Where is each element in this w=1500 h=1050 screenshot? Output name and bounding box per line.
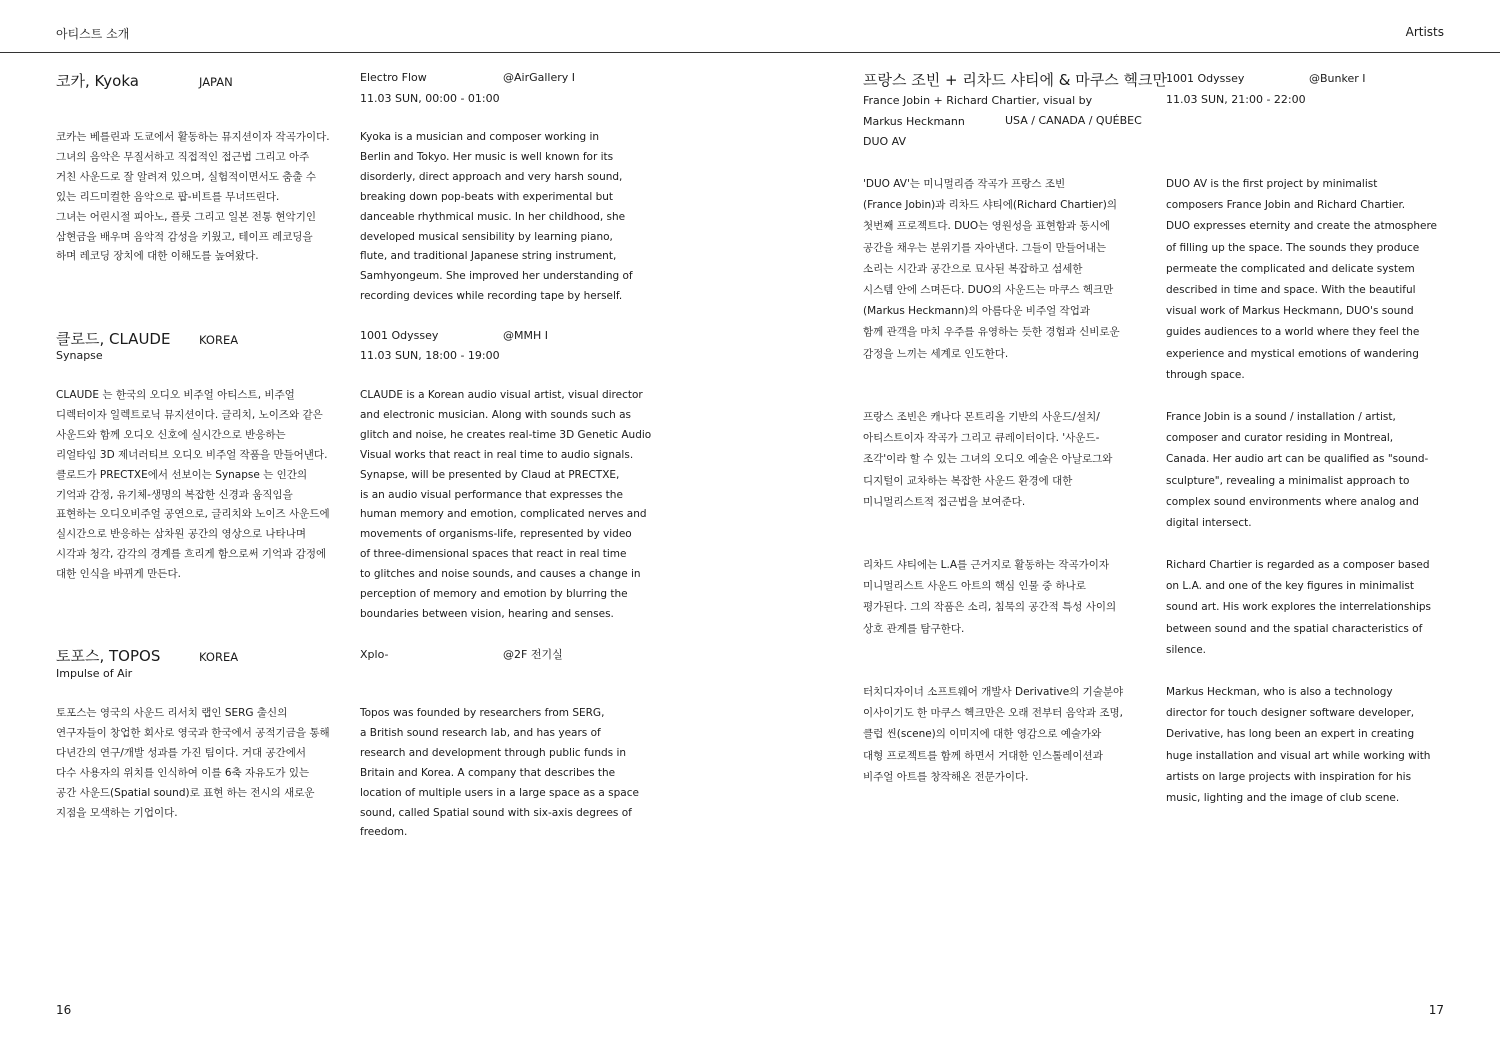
artist-subtitle: France Jobin + Richard Chartier, visual by Markus Heckmann xyxy=(863,94,1093,128)
artist-description-en: DUO AV is the first project by minimalist composers France Jobin and Richard Chartier. DUO expresses eternity and create the atmosphere of filling up the space. The sounds they produce permeate the complicated and delicate system described in time and space. With the beautiful visual work of Markus Heckmann, DUO's sound guides audiences to a world where they feel the experience and mystical emotions of wandering through space. xyxy=(1166,178,1438,381)
artist-description-en: Markus Heckman, who is also a technology director for touch designer software developer, Derivative, has long been an expert in creating huge installation and visual art while working with artists on large projects with inspiration for his music, lighting and the image of club scene. xyxy=(1166,686,1431,805)
artist-country: KOREA xyxy=(199,333,239,347)
header-divider xyxy=(0,52,1500,53)
artist-country: KOREA xyxy=(199,650,239,664)
program-name: 1001 Odyssey xyxy=(1166,72,1245,85)
artist-country: JAPAN xyxy=(199,75,233,89)
artist-description-ko: 프랑스 조빈은 캐나다 몬트리올 기반의 사운드/설치/ 아티스트이자 작곡가 그리고 큐레이터이다. '사운드- 조각'이라 할 수 있는 그녀의 오디오 예술은 아날로그와 디지털이 교차하는 복잡한 사운드 환경에 대한 미니멀리스트적 접근법을 보여준다. xyxy=(863,411,1113,508)
artist-description-ko: 'DUO AV'는 미니멀리즘 작곡가 프랑스 조빈 (France Jobin)과 리차드 샤티에(Richard Chartier)의 첫번째 프로젝트다. DUO는 영원성을 표현함과 동시에 공간을 채우는 분위기를 자아낸다. 그들이 만들어내는 소리는 시간과 공간으로 묘사된 복잡하고 섬세한 시스템 안에 스며든다. DUO의 사운드는 마쿠스 헥크만 (Markus Heckmann)의 아름다운 비주얼 작업과 함께 관객을 마치 우주를 유영하는 듯한 경험과 신비로운 감정을 느끼는 세계로 인도한다. xyxy=(863,178,1120,360)
work-title: DUO AV xyxy=(863,135,907,148)
work-title: Synapse xyxy=(56,349,103,362)
artist-description-ko: 토포스는 영국의 사운드 리서치 랩인 SERG 출신의 연구자들이 창업한 회사로 영국과 한국에서 공적기금을 통해 다년간의 연구/개발 성과를 가진 팀이다. 거대 공간에서 다수 사용자의 위치를 인식하여 이를 6축 자유도가 있는 공간 사운드(Spatial sound)로 표현 하는 전시의 새로운 지점을 모색하는 기업이다. xyxy=(56,707,330,819)
venue: @2F 전기실 xyxy=(503,648,563,661)
artist-description-ko: 리차드 샤티에는 L.A를 근거지로 활동하는 작곡가이자 미니멀리스트 사운드 아트의 핵심 인물 중 하나로 평가된다. 그의 작품은 소리, 침묵의 공간적 특성 사이의 상호 관계를 탐구한다. xyxy=(863,559,1117,635)
artist-name: 토포스, TOPOS xyxy=(56,647,161,665)
venue: @Bunker I xyxy=(1309,72,1366,85)
artist-country: USA / CANADA / QUÉBEC xyxy=(1005,114,1142,127)
program-name: Electro Flow xyxy=(360,71,427,84)
artist-name: 클로드, CLAUDE xyxy=(56,330,171,348)
section-title-ko: 아티스트 소개 xyxy=(56,27,130,41)
artist-name: 코카, Kyoka xyxy=(56,72,139,90)
program-name: Xplo- xyxy=(360,648,389,661)
artist-description-en: Richard Chartier is regarded as a composer based on L.A. and one of the key figures in minimalist sound art. His work explores the interrelationships between sound and the spatial characteristics of silence. xyxy=(1166,559,1432,656)
performance-time: 11.03 SUN, 00:00 - 01:00 xyxy=(360,92,500,105)
artist-name: 프랑스 조빈 + 리차드 샤티에 & 마쿠스 헥크만 xyxy=(863,71,1167,89)
artist-description-en: Kyoka is a musician and composer working in Berlin and Tokyo. Her music is well known for its disorderly, direct approach and very harsh sound, breaking down pop-beats with experimental but danceable rhythmical music. In her childhood, she developed musical sensibility by learning piano, flute, and traditional Japanese string instrument, Samhyongeum. She improved her understanding of recording devices while recording tape by herself. xyxy=(360,131,633,303)
section-title-en: Artists xyxy=(1405,25,1444,39)
artist-description-ko: 코카는 베를린과 도쿄에서 활동하는 뮤지션이자 작곡가이다. 그녀의 음악은 무질서하고 직접적인 접근법 그리고 아주 거친 사운드로 잘 알려져 있으며, 실험적이면서도 춤출 수 있는 리드미컬한 음악으로 팝-비트를 무너뜨린다. 그녀는 어린시절 피아노, 플룻 그리고 일본 전통 현악기인 삼현금을 배우며 음악적 감성을 키웠고, 테이프 레코딩을 하며 레코딩 장치에 대한 이해도를 높여왔다. xyxy=(56,131,330,263)
venue: @AirGallery I xyxy=(503,71,576,84)
performance-time: 11.03 SUN, 21:00 - 22:00 xyxy=(1166,93,1306,106)
artist-description-ko: CLAUDE 는 한국의 오디오 비주얼 아티스트, 비주얼 디렉터이자 일렉트로닉 뮤지션이다. 글리치, 노이즈와 같은 사운드와 함께 오디오 신호에 실시간으로 반응하는 리얼타임 3D 제너러티브 오디오 비주얼 작품을 만들어낸다. 클로드가 PRECTXE에서 선보이는 Synapse 는 인간의 기억과 감정, 유기체-생명의 복잡한 신경과 움직임을 표현하는 오디오비주얼 공연으로, 글리치와 노이즈 사운드에 실시간으로 반응하는 삼차원 공간의 영상으로 나타나며 시각과 청각, 감각의 경계를 흐리게 함으로써 기억과 감정에 대한 인식을 바뀌게 만든다. xyxy=(56,389,330,581)
page-number-right: 17 xyxy=(1428,1003,1444,1017)
artist-description-en: Topos was founded by researchers from SERG, a British sound research lab, and has years of research and development through public funds in Britain and Korea. A company that describes the location of multiple users in a large space as a space sound, called Spatial sound with six-axis degrees of freedom. xyxy=(360,707,639,839)
work-title: Impulse of Air xyxy=(56,667,133,680)
venue: @MMH I xyxy=(503,329,548,342)
page-number-left: 16 xyxy=(56,1003,72,1017)
artist-description-en: CLAUDE is a Korean audio visual artist, visual director and electronic musician. Along with sounds such as glitch and noise, he creates real-time 3D Genetic Audio Visual works that react in real time to audio signals. Synapse, will be presented by Claud at PRECTXE, is an audio visual performance that expresses the human memory and emotion, complicated nerves and movements of organisms-life, represented by video of three-dimensional spaces that react in real time to glitches and noise sounds, and causes a change in perception of memory and emotion by blurring the boundaries between vision, hearing and senses. xyxy=(360,389,652,620)
artist-description-ko: 터치디자이너 소프트웨어 개발사 Derivative의 기술분야 이사이기도 한 마쿠스 헥크만은 오래 전부터 음악과 조명, 클럽 씬(scene)의 이미지에 대한 영감으로 예술가와 대형 프로젝트를 함께 하면서 거대한 인스톨레이션과 비주얼 아트를 창작해온 전문가이다. xyxy=(863,686,1124,783)
program-name: 1001 Odyssey xyxy=(360,329,439,342)
artist-description-en: France Jobin is a sound / installation / artist, composer and curator residing in Montreal, Canada. Her audio art can be qualified as "sound- sculpture", revealing a minimalist approach to complex sound environments where analog and digital intersect. xyxy=(1166,411,1429,530)
performance-time: 11.03 SUN, 18:00 - 19:00 xyxy=(360,349,500,362)
